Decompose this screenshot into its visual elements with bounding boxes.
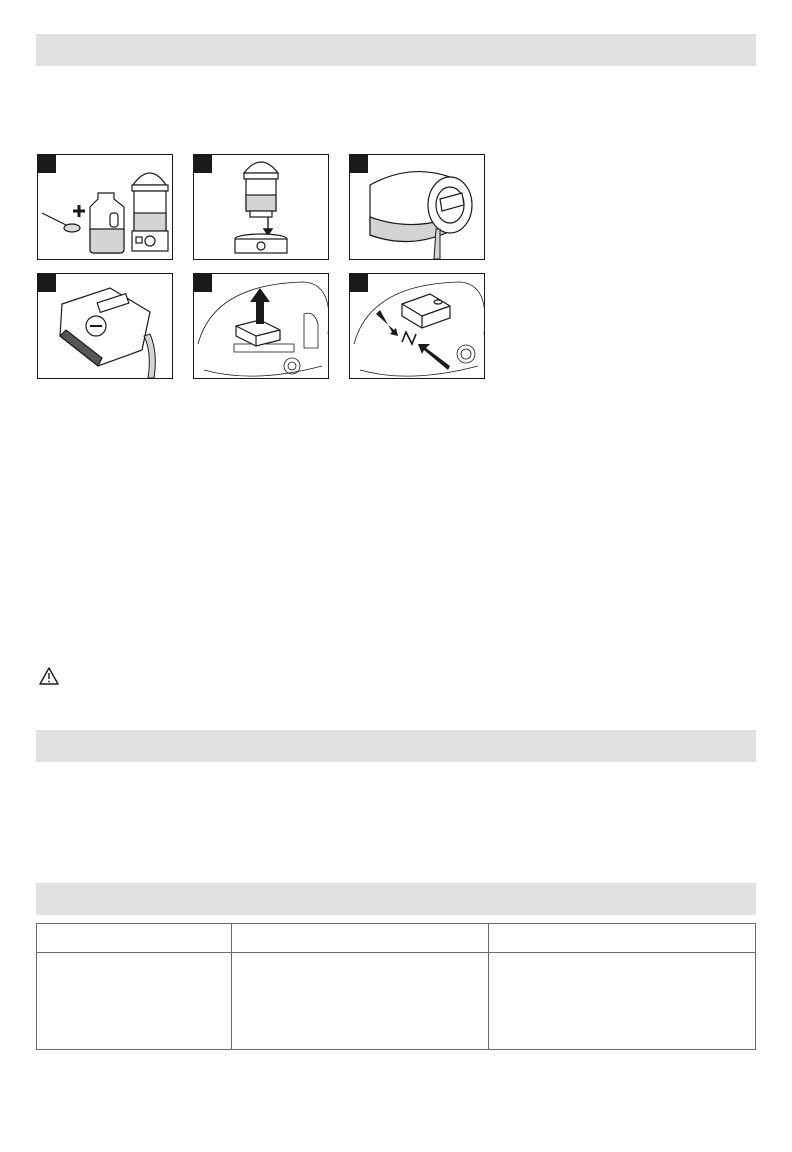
water-jug-icon [90, 193, 124, 253]
figure-1-illustration [38, 155, 172, 259]
module-icon [402, 294, 450, 328]
section-header-2 [36, 730, 756, 762]
clip-icon [402, 332, 416, 344]
arrow-icon [418, 344, 450, 370]
base-interior-icon [354, 282, 484, 376]
figure-4-illustration [38, 274, 172, 378]
up-arrow-icon [250, 288, 270, 324]
warning-triangle-icon [38, 666, 60, 691]
figure-5-illustration [194, 274, 328, 378]
table-row [37, 953, 756, 1050]
humidifier-icon [132, 173, 168, 251]
table-cell [489, 953, 756, 1050]
figure-step-2 [193, 154, 329, 260]
humidifier-tank-icon [244, 162, 278, 217]
arrow-icon [376, 310, 398, 336]
figure-step-5 [193, 273, 329, 379]
figure-step-1 [37, 154, 173, 260]
figure-step-3 [349, 154, 485, 260]
plus-icon [73, 205, 85, 217]
table-cell [37, 953, 232, 1050]
figure-step-4 [37, 273, 173, 379]
table-header-cell [37, 924, 232, 953]
table-header-row [37, 924, 756, 953]
tipped-tank-icon [370, 172, 472, 242]
table-header-cell [232, 924, 489, 953]
figure-2-illustration [194, 155, 328, 259]
down-arrow-icon [264, 217, 272, 235]
figure-step-6 [349, 273, 485, 379]
figure-6-illustration [350, 274, 484, 378]
tilted-base-icon [60, 288, 150, 366]
spoon-icon [42, 213, 80, 232]
section-header-3 [36, 883, 756, 915]
section-header-1 [36, 34, 756, 66]
table-header-cell [489, 924, 756, 953]
humidifier-base-icon [235, 234, 287, 253]
figure-3-illustration [350, 155, 484, 259]
table-cell [232, 953, 489, 1050]
water-stream-icon [144, 334, 155, 378]
troubleshooting-table [36, 923, 756, 1050]
